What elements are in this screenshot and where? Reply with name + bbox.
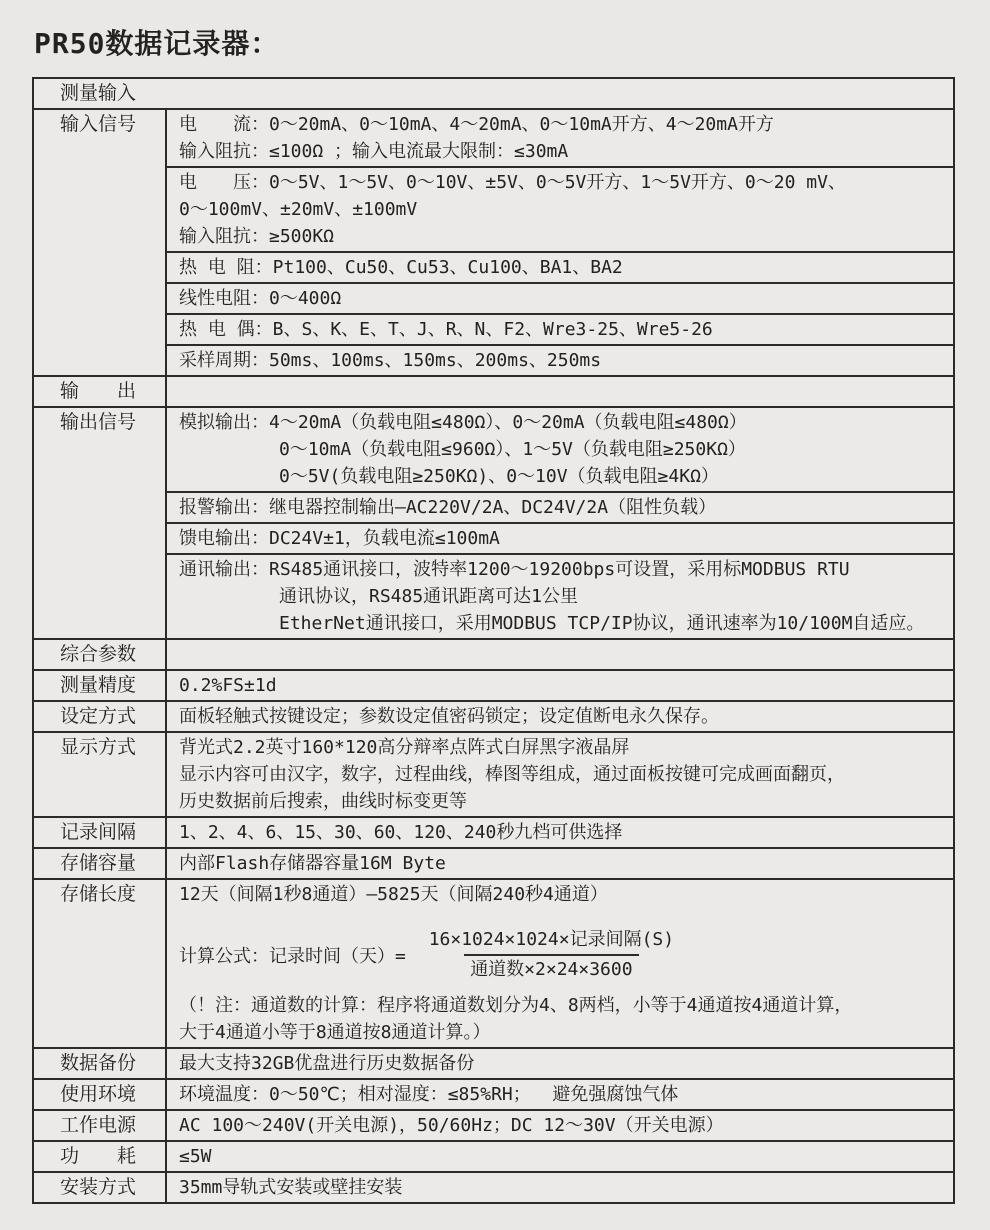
spec-cell bbox=[167, 491, 953, 522]
row-value bbox=[167, 377, 953, 406]
row-value bbox=[167, 702, 953, 731]
table-row bbox=[34, 816, 953, 847]
spec-cell bbox=[167, 1173, 953, 1202]
spec-line: 背光式2.2英寸160*120高分辩率点阵式白屏黑字液晶屏 bbox=[179, 737, 630, 758]
spec-cell bbox=[167, 1080, 953, 1109]
row-label: 显示方式 bbox=[34, 733, 167, 816]
section-row bbox=[34, 638, 953, 669]
spec-line: 模拟输出：4～20mA（负载电阻≤480Ω）、0～20mA（负载电阻≤480Ω） bbox=[179, 412, 747, 433]
row-label: 输出信号 bbox=[34, 408, 167, 638]
spec-cell bbox=[167, 251, 953, 282]
row-value bbox=[167, 1111, 953, 1140]
row-value bbox=[167, 1173, 953, 1202]
spec-line: 采样周期：50ms、100ms、150ms、200ms、250ms bbox=[179, 350, 602, 371]
spec-line: 0.2%FS±1d bbox=[179, 675, 277, 696]
spec-line: （！注：通道数的计算：程序将通道数划分为4、8两档，小等于4通道按4通道计算， bbox=[179, 995, 853, 1016]
row-value bbox=[167, 733, 953, 816]
spec-cell bbox=[167, 702, 953, 731]
spec-line: 最大支持32GB优盘进行历史数据备份 bbox=[179, 1053, 475, 1074]
row-label: 功 耗 bbox=[34, 1142, 167, 1171]
spec-cell bbox=[167, 344, 953, 375]
spec-cell bbox=[167, 671, 953, 700]
spec-cell bbox=[167, 1111, 953, 1140]
table-row bbox=[34, 700, 953, 731]
spec-line: 通讯协议，RS485通讯距离可达1公里 bbox=[279, 586, 579, 607]
spec-line: 输入阻抗：≥500KΩ bbox=[179, 226, 335, 247]
table-row bbox=[34, 847, 953, 878]
spec-table bbox=[32, 77, 955, 1204]
table-row bbox=[34, 878, 953, 1047]
spec-line: 环境温度：0～50℃；相对湿度：≤85%RH； 避免强腐蚀气体 bbox=[179, 1084, 679, 1105]
row-label: 存储长度 bbox=[34, 880, 167, 1047]
spec-line: 通讯输出：RS485通讯接口，波特率1200～19200bps可设置，采用标MODBUS RTU bbox=[179, 559, 850, 580]
spec-line: 热 电 阻：Pt100、Cu50、Cu53、Cu100、BA1、BA2 bbox=[179, 257, 623, 278]
row-label: 工作电源 bbox=[34, 1111, 167, 1140]
spec-cell bbox=[167, 313, 953, 344]
spec-line: 12天（间隔1秒8通道）—5825天（间隔240秒4通道） bbox=[179, 884, 608, 905]
spec-cell bbox=[167, 553, 953, 638]
row-value bbox=[167, 408, 953, 638]
spec-line: 0～5V(负载电阻≥250KΩ)、0～10V（负载电阻≥4KΩ） bbox=[279, 466, 719, 487]
row-label: 数据备份 bbox=[34, 1049, 167, 1078]
formula-fraction bbox=[423, 928, 680, 982]
row-label: 测量输入 bbox=[60, 82, 137, 104]
spec-line: 线性电阻：0～400Ω bbox=[179, 288, 342, 309]
table-row bbox=[34, 1171, 953, 1202]
row-label: 设定方式 bbox=[34, 702, 167, 731]
row-value bbox=[167, 110, 953, 375]
formula-numerator: 16×1024×1024×记录间隔(S) bbox=[428, 929, 675, 950]
row-value bbox=[167, 849, 953, 878]
table-row bbox=[34, 406, 953, 638]
table-row bbox=[34, 108, 953, 375]
spec-cell bbox=[167, 1142, 953, 1171]
spec-cell bbox=[167, 166, 953, 251]
spec-cell bbox=[167, 110, 953, 166]
spec-cell bbox=[167, 849, 953, 878]
table-row bbox=[34, 1140, 953, 1171]
spec-line: 内部Flash存储器容量16M Byte bbox=[179, 853, 446, 874]
row-value bbox=[167, 671, 953, 700]
spec-line: 电 流：0～20mA、0～10mA、4～20mA、0～10mA开方、4～20mA开方 bbox=[179, 114, 774, 135]
spec-line: 历史数据前后搜索，曲线时标变更等 bbox=[179, 791, 467, 812]
row-label: 记录间隔 bbox=[34, 818, 167, 847]
table-row bbox=[34, 731, 953, 816]
row-value bbox=[167, 880, 953, 1047]
spec-line: 电 压：0～5V、1～5V、0～10V、±5V、0～5V开方、1～5V开方、0～20 mV、 bbox=[179, 172, 846, 193]
page-title: PR50数据记录器： bbox=[34, 27, 280, 60]
spacer bbox=[179, 984, 951, 992]
spec-line: 面板轻触式按键设定；参数设定值密码锁定；设定值断电永久保存。 bbox=[179, 706, 719, 727]
table-row bbox=[34, 1047, 953, 1078]
spec-line: 报警输出：继电器控制输出—AC220V/2A、DC24V/2A（阻性负载） bbox=[179, 497, 717, 518]
spec-line: 0～100mV、±20mV、±100mV bbox=[179, 199, 418, 220]
row-label: 使用环境 bbox=[34, 1080, 167, 1109]
section-row bbox=[34, 79, 953, 108]
storage-formula bbox=[179, 928, 951, 982]
spec-cell bbox=[167, 522, 953, 553]
spec-line: 显示内容可由汉字，数字，过程曲线，棒图等组成，通过面板按键可完成画面翻页， bbox=[179, 764, 845, 785]
table-row bbox=[34, 1078, 953, 1109]
row-label: 安装方式 bbox=[34, 1173, 167, 1202]
row-label: 存储容量 bbox=[34, 849, 167, 878]
spec-line: 35mm导轨式安装或壁挂安装 bbox=[179, 1177, 403, 1198]
table-row bbox=[34, 1109, 953, 1140]
spec-line: 大于4通道小等于8通道按8通道计算。） bbox=[179, 1022, 491, 1043]
spec-cell bbox=[167, 282, 953, 313]
spec-cell bbox=[167, 408, 953, 491]
spec-line: AC 100～240V(开关电源)，50/60Hz；DC 12～30V（开关电源） bbox=[179, 1115, 724, 1136]
table-row bbox=[34, 669, 953, 700]
spec-cell bbox=[167, 733, 953, 816]
formula-denominator: 通道数×2×24×3600 bbox=[464, 954, 638, 982]
spec-line: EtherNet通讯接口，采用MODBUS TCP/IP协议，通讯速率为10/100M自适应。 bbox=[279, 613, 925, 634]
row-label: 输入信号 bbox=[34, 110, 167, 375]
spec-line: 输入阻抗：≤100Ω ；输入电流最大限制：≤30mA bbox=[179, 141, 569, 162]
row-value bbox=[167, 640, 953, 669]
spec-cell bbox=[167, 818, 953, 847]
row-label: 输 出 bbox=[34, 377, 167, 406]
row-value bbox=[167, 1080, 953, 1109]
spec-line: 1、2、4、6、15、30、60、120、240秒九档可供选择 bbox=[179, 822, 623, 843]
spec-line: 0～10mA（负载电阻≤960Ω）、1～5V（负载电阻≥250KΩ） bbox=[279, 439, 746, 460]
row-value bbox=[167, 1049, 953, 1078]
formula-prefix: 计算公式：记录时间（天）= bbox=[179, 946, 417, 967]
spec-cell bbox=[167, 1049, 953, 1078]
section-row bbox=[34, 375, 953, 406]
spec-line: 馈电输出：DC24V±1，负载电流≤100mA bbox=[179, 528, 500, 549]
spec-line: 热 电 偶：B、S、K、E、T、J、R、N、F2、Wre3-25、Wre5-26 bbox=[179, 319, 713, 340]
spec-line: ≤5W bbox=[179, 1146, 212, 1167]
row-value bbox=[167, 818, 953, 847]
spec-cell bbox=[167, 880, 953, 1047]
row-value bbox=[167, 1142, 953, 1171]
row-label: 测量精度 bbox=[34, 671, 167, 700]
row-label: 综合参数 bbox=[34, 640, 167, 669]
spacer bbox=[179, 908, 951, 926]
